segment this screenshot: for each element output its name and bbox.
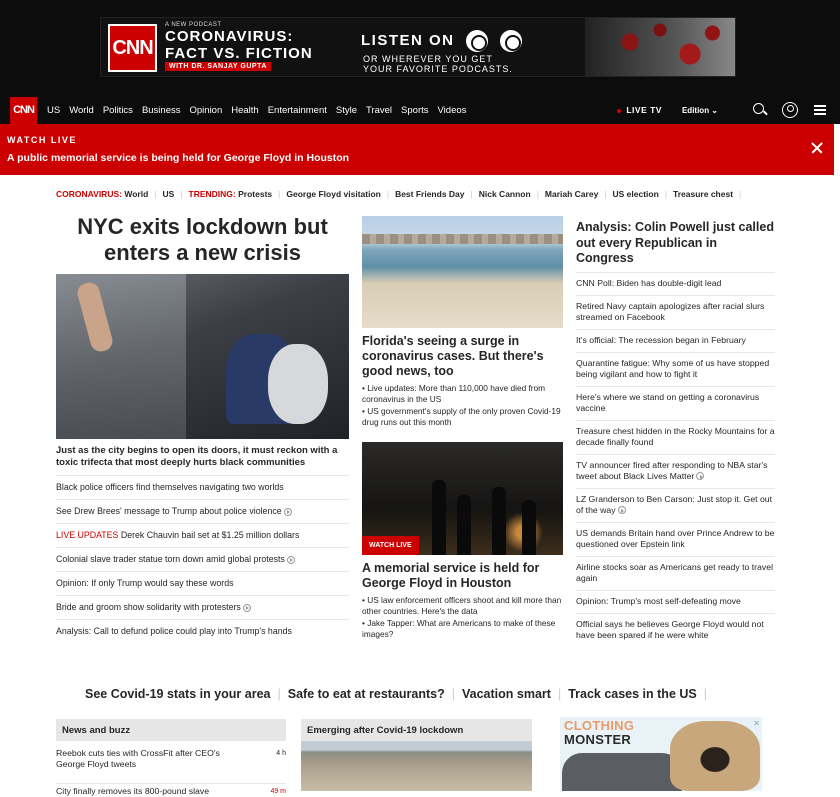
live-dot-icon <box>617 109 621 113</box>
trend-link[interactable]: Treasure chest <box>673 189 734 199</box>
ad-virus-image <box>585 18 735 77</box>
ad-subtitle: WITH DR. SANJAY GUPTA <box>165 62 271 71</box>
nav-link-sports[interactable]: Sports <box>401 104 429 116</box>
list-item[interactable]: Black police officers find themselves navigating two worlds <box>56 475 349 499</box>
lead-caption[interactable]: Just as the city begins to open its doors, it must reckon with a toxic trifecta that most deeply hurts black communities <box>56 445 338 468</box>
list-item[interactable]: LIVE UPDATES Derek Chauvin bail set at $1.25 million dollars <box>56 523 349 547</box>
trend-link[interactable]: Best Friends Day <box>395 189 465 199</box>
list-item[interactable]: Opinion: Trump's most self-defeating move <box>576 590 775 613</box>
trend-link[interactable]: US election <box>612 189 659 199</box>
news-buzz-header: News and buzz <box>56 719 286 741</box>
play-video-icon <box>618 506 626 514</box>
user-account-icon[interactable] <box>782 102 798 118</box>
news-time: 49 m <box>270 788 286 795</box>
coronavirus-label: CORONAVIRUS: <box>56 189 122 199</box>
trend-link[interactable]: George Floyd visitation <box>286 189 381 199</box>
memorial-bullet-2[interactable]: • Jake Tapper: What are Americans to make of these images? <box>362 618 556 639</box>
trend-link[interactable]: Mariah Carey <box>544 189 599 199</box>
nav-link-business[interactable]: Business <box>141 104 181 116</box>
spotify-icon <box>500 30 522 52</box>
nav-link-health[interactable]: Health <box>231 104 259 116</box>
watch-live-text[interactable]: A public memorial service is being held for George Floyd in Houston <box>7 152 350 164</box>
list-item[interactable]: Opinion: If only Trump would say these words <box>56 571 349 595</box>
list-item[interactable]: CNN Poll: Biden has double-digit lead <box>576 272 775 295</box>
memorial-image[interactable] <box>362 442 563 555</box>
wolf-shirt-image <box>562 753 682 791</box>
ad-title: CORONAVIRUS: FACT VS. FICTION <box>165 28 313 62</box>
trend-link[interactable]: US <box>162 189 175 199</box>
trend-link[interactable]: World <box>124 189 149 199</box>
list-item[interactable]: Official says he believes George Floyd would not have been spared if he were white <box>576 613 775 647</box>
emerging-header: Emerging after Covid-19 lockdown <box>301 719 532 741</box>
ad-choices-icon[interactable]: ✕ <box>753 719 760 728</box>
close-icon[interactable] <box>810 141 824 155</box>
news-buzz-item[interactable]: City finally removes its 800-pound slave 49 m <box>56 783 286 797</box>
nav-link-world[interactable]: World <box>69 104 94 116</box>
nav-links <box>47 105 475 116</box>
quick-link[interactable]: Safe to eat at restaurants? <box>287 687 445 701</box>
list-item[interactable]: Bride and groom show solidarity with protesters <box>56 595 349 619</box>
news-time: 4 h <box>276 750 286 757</box>
lead-story-list <box>56 475 349 643</box>
clothing-monster-ad[interactable] <box>560 717 762 791</box>
lead-column <box>56 214 349 643</box>
emerging-image[interactable] <box>301 741 532 791</box>
promo-line-2: MONSTER <box>564 732 632 747</box>
nav-right <box>617 96 828 124</box>
florida-beach-image[interactable] <box>362 216 563 328</box>
pug-shirt-image <box>670 721 760 791</box>
live-updates-tag: LIVE UPDATES <box>56 530 119 540</box>
covid-quick-links: See Covid-19 stats in your area | Safe to eat at restaurants? | Vacation smart | Track cases in the US | <box>85 687 707 701</box>
memorial-bullet-1[interactable]: • US law enforcement officers shoot and kill more than other countries. Here's the data <box>362 595 562 616</box>
nav-link-opinion[interactable]: Opinion <box>189 104 223 116</box>
nav-link-politics[interactable]: Politics <box>102 104 133 116</box>
list-item[interactable]: Quarantine fatigue: Why some of us have stopped being vigilant and how to fight it <box>576 352 775 386</box>
quick-link[interactable]: Track cases in the US <box>568 687 697 701</box>
trend-link[interactable]: Nick Cannon <box>478 189 531 199</box>
ad-cnn-logo: CNN <box>108 24 157 72</box>
list-item[interactable]: It's official: The recession began in February <box>576 329 775 352</box>
play-video-icon <box>284 508 292 516</box>
memorial-headline[interactable]: A memorial service is held for George Floyd in Houston <box>362 561 540 590</box>
list-item[interactable]: See Drew Brees' message to Trump about police violence <box>56 499 349 523</box>
florida-bullet-2[interactable]: • US government's supply of the only proven Covid-19 drug runs out this month <box>362 406 561 427</box>
play-video-icon <box>287 556 295 564</box>
apple-podcasts-icon <box>466 30 488 52</box>
ad-listen-on: LISTEN ON <box>361 30 522 52</box>
live-tv-link[interactable]: LIVE TV <box>617 105 662 115</box>
right-story-list <box>576 272 775 647</box>
florida-bullet-1[interactable]: • Live updates: More than 110,000 have died from coronavirus in the US <box>362 383 546 404</box>
list-item[interactable]: TV announcer fired after responding to NBA star's tweet about Black Lives Matter <box>576 454 775 488</box>
list-item[interactable]: US demands Britain hand over Prince Andrew to be questioned over Epstein link <box>576 522 775 556</box>
watch-live-badge: WATCH LIVE <box>362 536 419 555</box>
edition-dropdown[interactable]: Edition ⌄ <box>681 105 718 115</box>
ad-wherever: OR WHEREVER YOU GET YOUR FAVORITE PODCASTS. <box>363 54 513 74</box>
powell-headline[interactable]: Analysis: Colin Powell just called out every Republican in Congress <box>576 220 774 265</box>
promo-line-1: CLOTHING <box>564 718 635 733</box>
nav-link-travel[interactable]: Travel <box>366 104 393 116</box>
trend-link[interactable]: Protests <box>238 189 273 199</box>
list-item[interactable]: Treasure chest hidden in the Rocky Mountains for a decade finally found <box>576 420 775 454</box>
play-video-icon <box>243 604 251 612</box>
list-item[interactable]: Here's where we stand on getting a coronavirus vaccine <box>576 386 775 420</box>
top-ad-band <box>0 0 840 96</box>
list-item[interactable]: LZ Granderson to Ben Carson: Just stop it. Get out of the way <box>576 488 775 522</box>
hamburger-menu-icon[interactable] <box>812 102 828 118</box>
search-icon[interactable] <box>752 102 768 118</box>
watch-live-label: WATCH LIVE <box>7 135 77 145</box>
ad-kicker: A NEW PODCAST <box>165 22 222 28</box>
right-column <box>576 220 775 647</box>
list-item[interactable]: Analysis: Call to defund police could play into Trump's hands <box>56 619 349 643</box>
play-video-icon <box>696 472 704 480</box>
nav-link-videos[interactable]: Videos <box>437 104 467 116</box>
nav-link-style[interactable]: Style <box>335 104 357 116</box>
main-nav <box>0 96 840 124</box>
quick-link[interactable]: See Covid-19 stats in your area <box>85 687 271 701</box>
trending-bar: CORONAVIRUS: World | US | TRENDING: Protests | George Floyd visitation | Best Friends Day | Nick Cannon | Mariah Carey | US election | Treasure chest | <box>56 189 742 199</box>
cnn-logo[interactable]: CNN <box>10 97 37 124</box>
list-item[interactable]: Colonial slave trader statue torn down amid global protests <box>56 547 349 571</box>
nav-link-entertainment[interactable]: Entertainment <box>267 104 327 116</box>
florida-headline[interactable]: Florida's seeing a surge in coronavirus cases. But there's good news, too <box>362 334 544 378</box>
list-item[interactable]: Retired Navy captain apologizes after racial slurs streamed on Facebook <box>576 295 775 329</box>
quick-link[interactable]: Vacation smart <box>462 687 551 701</box>
list-item[interactable]: Airline stocks soar as Americans get ready to travel again <box>576 556 775 590</box>
middle-column <box>362 216 563 640</box>
podcast-ad-banner[interactable] <box>100 17 736 77</box>
watch-live-banner[interactable] <box>0 124 834 175</box>
news-buzz-item[interactable]: Reebok cuts ties with CrossFit after CEO's George Floyd tweets 4 h <box>56 748 286 769</box>
nav-link-us[interactable]: US <box>47 104 61 116</box>
lead-headline[interactable]: NYC exits lockdown but enters a new crisis <box>77 214 328 265</box>
lead-image[interactable] <box>56 274 349 439</box>
trending-label: TRENDING: <box>188 189 236 199</box>
